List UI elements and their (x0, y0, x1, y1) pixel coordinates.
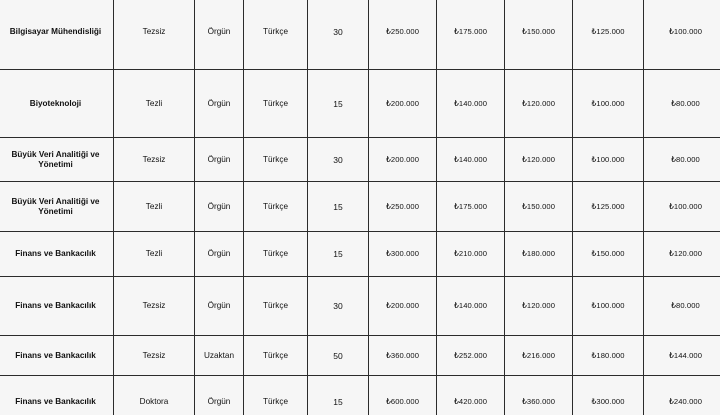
fee-cell: ₺150.000 (573, 232, 644, 277)
fee-cell: ₺100.000 (573, 70, 644, 138)
fee-cell: ₺100.000 (644, 182, 720, 232)
fee-cell: ₺250.000 (369, 0, 437, 70)
fee-cell: ₺120.000 (505, 70, 573, 138)
fee-cell: ₺140.000 (437, 277, 505, 336)
fee-cell: ₺200.000 (369, 138, 437, 182)
fee-cell: ₺200.000 (369, 70, 437, 138)
study-mode-cell: Örgün (195, 138, 244, 182)
fee-cell: ₺125.000 (573, 0, 644, 70)
fee-cell: ₺100.000 (573, 277, 644, 336)
thesis-type-cell: Tezli (114, 182, 195, 232)
language-cell: Türkçe (244, 138, 308, 182)
fee-cell: ₺600.000 (369, 376, 437, 415)
quota-cell: 15 (308, 182, 369, 232)
quota-cell: 15 (308, 232, 369, 277)
fee-cell: ₺360.000 (369, 336, 437, 376)
table-row (0, 0, 720, 70)
study-mode-cell: Uzaktan (195, 336, 244, 376)
thesis-type-cell: Tezsiz (114, 277, 195, 336)
language-cell: Türkçe (244, 277, 308, 336)
study-mode-cell: Örgün (195, 70, 244, 138)
quota-cell: 30 (308, 277, 369, 336)
fee-cell: ₺250.000 (369, 182, 437, 232)
language-cell: Türkçe (244, 0, 308, 70)
program-cell: Finans ve Bankacılık (0, 232, 114, 277)
fee-cell: ₺80.000 (644, 138, 720, 182)
fee-cell: ₺144.000 (644, 336, 720, 376)
table-row (0, 336, 720, 376)
fee-cell: ₺216.000 (505, 336, 573, 376)
thesis-type-cell: Tezsiz (114, 138, 195, 182)
program-cell: Büyük Veri Analitiği ve Yönetimi (0, 182, 114, 232)
table-row (0, 376, 720, 415)
study-mode-cell: Örgün (195, 232, 244, 277)
quota-cell: 30 (308, 138, 369, 182)
fee-cell: ₺100.000 (573, 138, 644, 182)
fee-cell: ₺150.000 (505, 0, 573, 70)
table-row (0, 232, 720, 277)
fee-cell: ₺140.000 (437, 70, 505, 138)
fee-cell: ₺100.000 (644, 0, 720, 70)
language-cell: Türkçe (244, 70, 308, 138)
thesis-type-cell: Tezli (114, 232, 195, 277)
fee-cell: ₺360.000 (505, 376, 573, 415)
table-row (0, 70, 720, 138)
language-cell: Türkçe (244, 182, 308, 232)
study-mode-cell: Örgün (195, 277, 244, 336)
thesis-type-cell: Tezli (114, 70, 195, 138)
table-row (0, 277, 720, 336)
fee-cell: ₺300.000 (369, 232, 437, 277)
program-cell: Büyük Veri Analitiği ve Yönetimi (0, 138, 114, 182)
language-cell: Türkçe (244, 336, 308, 376)
table-row (0, 182, 720, 232)
study-mode-cell: Örgün (195, 376, 244, 415)
fee-cell: ₺240.000 (644, 376, 720, 415)
quota-cell: 50 (308, 336, 369, 376)
fee-cell: ₺175.000 (437, 182, 505, 232)
program-cell: Finans ve Bankacılık (0, 277, 114, 336)
fee-cell: ₺180.000 (505, 232, 573, 277)
fee-cell: ₺140.000 (437, 138, 505, 182)
language-cell: Türkçe (244, 376, 308, 415)
fee-cell: ₺125.000 (573, 182, 644, 232)
quota-cell: 30 (308, 0, 369, 70)
fee-cell: ₺210.000 (437, 232, 505, 277)
fee-cell: ₺80.000 (644, 70, 720, 138)
fee-cell: ₺175.000 (437, 0, 505, 70)
thesis-type-cell: Tezsiz (114, 0, 195, 70)
fee-cell: ₺300.000 (573, 376, 644, 415)
program-cell: Finans ve Bankacılık (0, 376, 114, 415)
quota-cell: 15 (308, 70, 369, 138)
fee-cell: ₺120.000 (505, 277, 573, 336)
program-cell: Biyoteknoloji (0, 70, 114, 138)
language-cell: Türkçe (244, 232, 308, 277)
study-mode-cell: Örgün (195, 182, 244, 232)
program-cell: Bilgisayar Mühendisliği (0, 0, 114, 70)
fee-cell: ₺200.000 (369, 277, 437, 336)
study-mode-cell: Örgün (195, 0, 244, 70)
fee-cell: ₺80.000 (644, 277, 720, 336)
quota-cell: 15 (308, 376, 369, 415)
thesis-type-cell: Tezsiz (114, 336, 195, 376)
fee-cell: ₺150.000 (505, 182, 573, 232)
table-row (0, 138, 720, 182)
program-cell: Finans ve Bankacılık (0, 336, 114, 376)
fee-cell: ₺180.000 (573, 336, 644, 376)
fee-cell: ₺252.000 (437, 336, 505, 376)
fee-cell: ₺120.000 (644, 232, 720, 277)
fee-cell: ₺120.000 (505, 138, 573, 182)
fee-cell: ₺420.000 (437, 376, 505, 415)
thesis-type-cell: Doktora (114, 376, 195, 415)
